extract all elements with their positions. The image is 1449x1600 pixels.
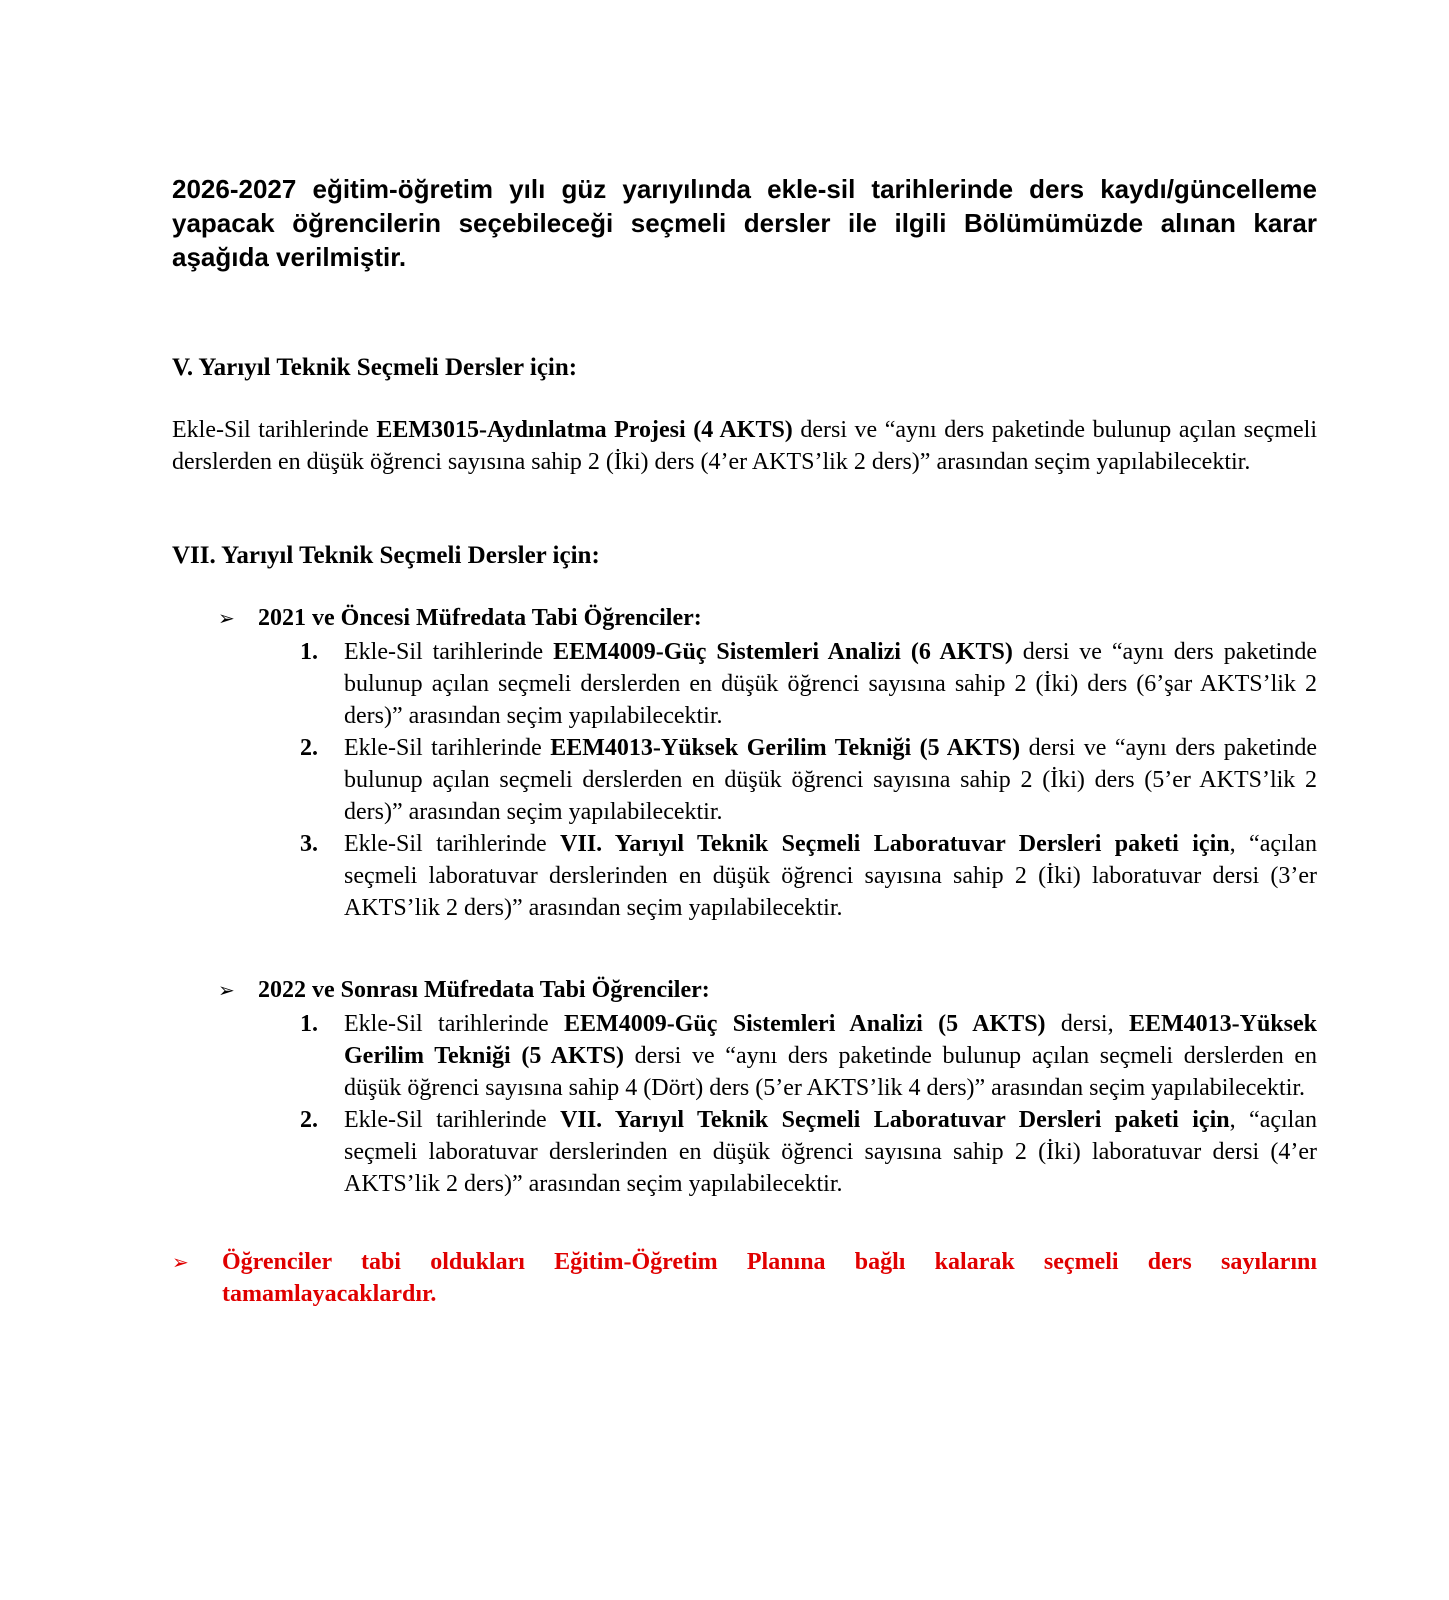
notice-paragraph bbox=[172, 1246, 1317, 1310]
list-item-text-after: dersi ve “aynı ders paketinde bulunup açılan seçmeli derslerden en düşük öğrenci sayısına sahip 2 (İki) ders (6’şar AKTS’lik 2 ders)” arasından seçim yapılabilecektir. bbox=[344, 639, 1317, 729]
list-item bbox=[300, 1008, 1317, 1104]
arrow-bullet-icon: ➢ bbox=[218, 606, 235, 630]
list-item-text-after: , “açılan seçmeli laboratuvar derslerinden en düşük öğrenci sayısına sahip 2 (İki) laboratuvar dersi (4’er AKTS’lik 2 ders)” arasından seçim yapılabilecektir. bbox=[344, 1107, 1317, 1197]
list-item-text-mid: dersi, bbox=[1045, 1011, 1129, 1037]
section-v-heading: V. Yarıyıl Teknik Seçmeli Dersler için: bbox=[172, 354, 578, 381]
list-item-text-before: Ekle-Sil tarihlerinde bbox=[344, 735, 551, 761]
group-2022-title: 2022 ve Sonrası Müfredata Tabi Öğrenciler: bbox=[258, 977, 710, 1003]
list-item bbox=[300, 636, 1317, 732]
curriculum-group-2022 bbox=[218, 974, 1317, 1200]
list-item-course: VII. Yarıyıl Teknik Seçmeli Laboratuvar Dersleri paketi için bbox=[560, 1107, 1230, 1133]
intro-paragraph: 2026-2027 eğitim-öğretim yılı güz yarıyılında ekle-sil tarihlerinde ders kaydı/güncelleme yapacak öğrencilerin seçebileceği seçmeli dersler ile ilgili Bölümümüzde alınan karar aşağıda verilmiştir. bbox=[172, 174, 1317, 272]
section-v-text-before: Ekle-Sil tarihlerinde bbox=[172, 417, 377, 443]
group-2022-title-row bbox=[218, 974, 1317, 1006]
list-item bbox=[300, 732, 1317, 828]
list-item-number: 2. bbox=[300, 1107, 318, 1133]
list-item-course: EEM4009-Güç Sistemleri Analizi (6 AKTS) bbox=[553, 639, 1013, 665]
list-item-number: 3. bbox=[300, 831, 318, 857]
arrow-bullet-icon: ➢ bbox=[172, 1250, 189, 1274]
section-v-text-after: dersi ve “aynı ders paketinde bulunup açılan seçmeli derslerden en düşük öğrenci sayısına sahip 2 (İki) ders (4’er AKTS’lik 2 ders)” arasından seçim yapılabilecektir. bbox=[172, 417, 1317, 475]
arrow-bullet-icon: ➢ bbox=[218, 978, 235, 1002]
section-vii-heading: VII. Yarıyıl Teknik Seçmeli Dersler için: bbox=[172, 542, 600, 569]
curriculum-group-2021 bbox=[218, 602, 1317, 924]
list-item-number: 1. bbox=[300, 1011, 318, 1037]
document-page bbox=[172, 172, 1317, 1310]
notice-text: Öğrenciler tabi oldukları Eğitim-Öğretim Planına bağlı kalarak seçmeli ders sayılarını tamamlayacaklardır. bbox=[222, 1249, 1317, 1307]
list-item-course: EEM4013-Yüksek Gerilim Tekniği (5 AKTS) bbox=[550, 735, 1021, 761]
group-2022-list bbox=[218, 1008, 1317, 1200]
group-2021-title-row bbox=[218, 602, 1317, 634]
list-item-course-2: EEM4013-Yüksek Gerilim Tekniği (5 AKTS) bbox=[344, 1011, 1317, 1069]
list-item-text-after: , “açılan seçmeli laboratuvar derslerinden en düşük öğrenci sayısına sahip 2 (İki) laboratuvar dersi (3’er AKTS’lik 2 ders)” arasından seçim yapılabilecektir. bbox=[344, 831, 1317, 921]
list-item-text-before: Ekle-Sil tarihlerinde bbox=[344, 639, 554, 665]
list-item-course: EEM4009-Güç Sistemleri Analizi (5 AKTS) bbox=[564, 1011, 1046, 1037]
list-item bbox=[300, 1104, 1317, 1200]
list-item-course: VII. Yarıyıl Teknik Seçmeli Laboratuvar Dersleri paketi için bbox=[560, 831, 1230, 857]
list-item-text-after: dersi ve “aynı ders paketinde bulunup açılan seçmeli derslerden en düşük öğrenci sayısına sahip 2 (İki) ders (5’er AKTS’lik 2 ders)” arasından seçim yapılabilecektir. bbox=[344, 735, 1317, 825]
list-item bbox=[300, 828, 1317, 924]
list-item-number: 1. bbox=[300, 639, 318, 665]
group-2021-list bbox=[218, 636, 1317, 924]
list-item-text-before: Ekle-Sil tarihlerinde bbox=[344, 1011, 565, 1037]
list-item-text-before: Ekle-Sil tarihlerinde bbox=[344, 1107, 561, 1133]
section-v-paragraph bbox=[172, 414, 1317, 478]
list-item-text-before: Ekle-Sil tarihlerinde bbox=[344, 831, 561, 857]
section-v-course: EEM3015-Aydınlatma Projesi (4 AKTS) bbox=[376, 417, 793, 443]
list-item-number: 2. bbox=[300, 735, 318, 761]
list-item-text-after: dersi ve “aynı ders paketinde bulunup açılan seçmeli derslerden en düşük öğrenci sayısına sahip 4 (Dört) ders (5’er AKTS’lik 4 ders)” arasından seçim yapılabilecektir. bbox=[344, 1043, 1317, 1101]
group-2021-title: 2021 ve Öncesi Müfredata Tabi Öğrenciler: bbox=[258, 605, 702, 631]
